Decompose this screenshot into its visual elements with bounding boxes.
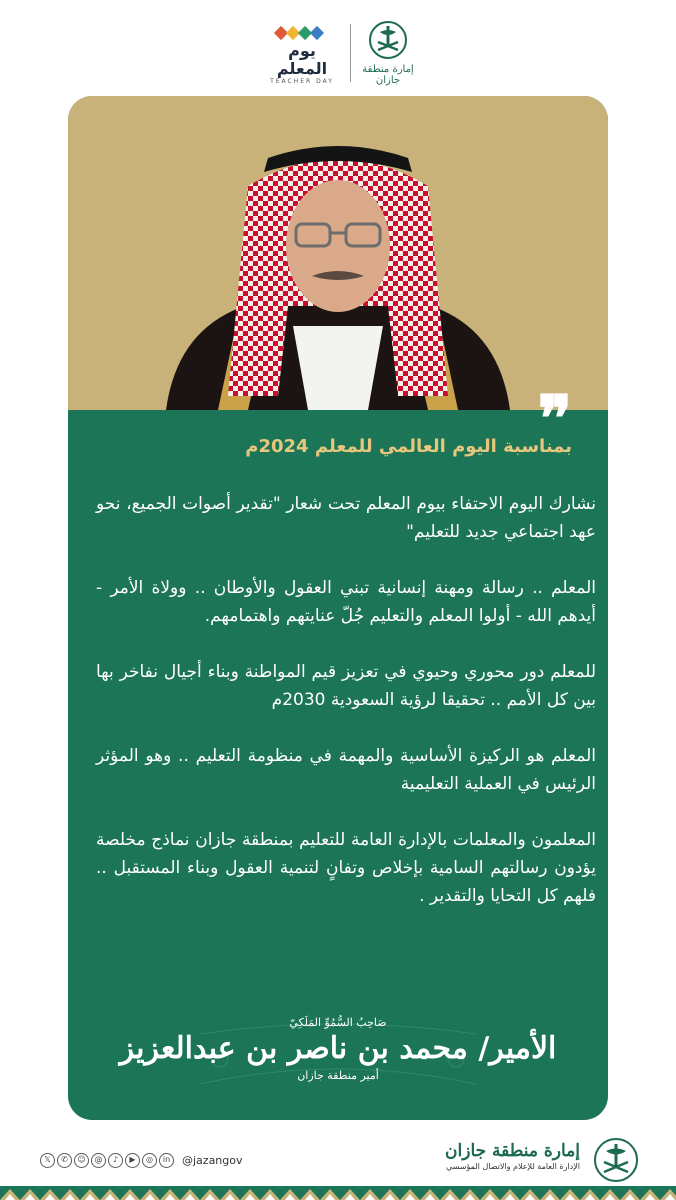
paragraph-4: المعلم هو الركيزة الأساسية والمهمة في منظومة التعليم .. وهو المؤثر الرئيس في العملية التعليمية (96, 746, 596, 794)
header-divider (350, 24, 351, 82)
decorative-bottom-border (0, 1186, 676, 1200)
social-links (40, 1152, 243, 1168)
instagram-icon[interactable]: ◎ (142, 1153, 157, 1168)
tiktok-icon[interactable]: ♪ (108, 1153, 123, 1168)
paragraph-1: نشارك اليوم الاحتفاء بيوم المعلم تحت شعار "تقدير أصوات الجميع، نحو عهد اجتماعي جديد للتعليم" (96, 494, 596, 542)
emirate-logo (358, 20, 418, 86)
paragraph-3: للمعلم دور محوري وحيوي في تعزيز قيم المواطنة وبناء أجيال نفاخر بها بين كل الأمم .. تحقيقا لرؤية السعودية 2030م (96, 662, 596, 710)
footer (0, 1136, 676, 1184)
social-handle[interactable]: @jazangov (182, 1153, 243, 1167)
linkedin-icon[interactable]: in (159, 1153, 174, 1168)
teacher-day-arabic: يوم المعلم (276, 41, 328, 78)
signature-name: الأمير/ محمد بن ناصر بن عبدالعزيز (119, 1031, 557, 1066)
emirate-name: إمارة منطقة جازان (362, 64, 414, 86)
paragraph-2: المعلم .. رسالة ومهنة إنسانية تبني العقول والأوطان .. وولاة الأمر - أيدهم الله - أولوا المعلم والتعليم جُلّ عنايتهم واهتمامهم. (96, 578, 596, 626)
portrait-image (68, 96, 608, 410)
footer-org-name: إمارة منطقة جازان (445, 1141, 580, 1161)
youtube-icon[interactable]: ▶ (125, 1153, 140, 1168)
x-icon[interactable]: 𝕏 (40, 1153, 55, 1168)
occasion-title: بمناسبة اليوم العالمي للمعلم 2024م (245, 436, 572, 457)
footer-org-sub: الإدارة العامة للإعلام والاتصال المؤسسي (445, 1162, 580, 1171)
whatsapp-icon[interactable]: ✆ (57, 1153, 72, 1168)
footer-org (445, 1140, 580, 1171)
message-body (96, 490, 596, 938)
message-card (68, 96, 608, 1120)
signature-role: أمير منطقة جازان (297, 1069, 379, 1082)
header (0, 14, 676, 84)
signature-block (68, 1014, 608, 1104)
paragraph-5: المعلمون والمعلمات بالإدارة العامة للتعليم بمنطقة جازان نماذج مخلصة يؤدون رسالتهم السامية بإخلاص وتفانٍ لتنمية العقول وبناء المستقبل .. فلهم كل التحايا والتقدير . (96, 830, 596, 906)
threads-icon[interactable]: @ (91, 1153, 106, 1168)
teacher-day-english: TEACHER DAY (270, 78, 334, 85)
signature-title: صَاحِبُ السُّمُوِّ المَلَكِيّ (289, 1016, 387, 1029)
snapchat-icon[interactable]: ☺ (74, 1153, 89, 1168)
portrait-area (68, 96, 608, 410)
teacher-day-mark-icon (272, 24, 332, 42)
teacher-day-logo (262, 24, 342, 85)
saudi-emblem-icon (368, 20, 408, 60)
footer-emblem-icon (592, 1136, 640, 1184)
quote-mark: ❞ (537, 382, 572, 457)
